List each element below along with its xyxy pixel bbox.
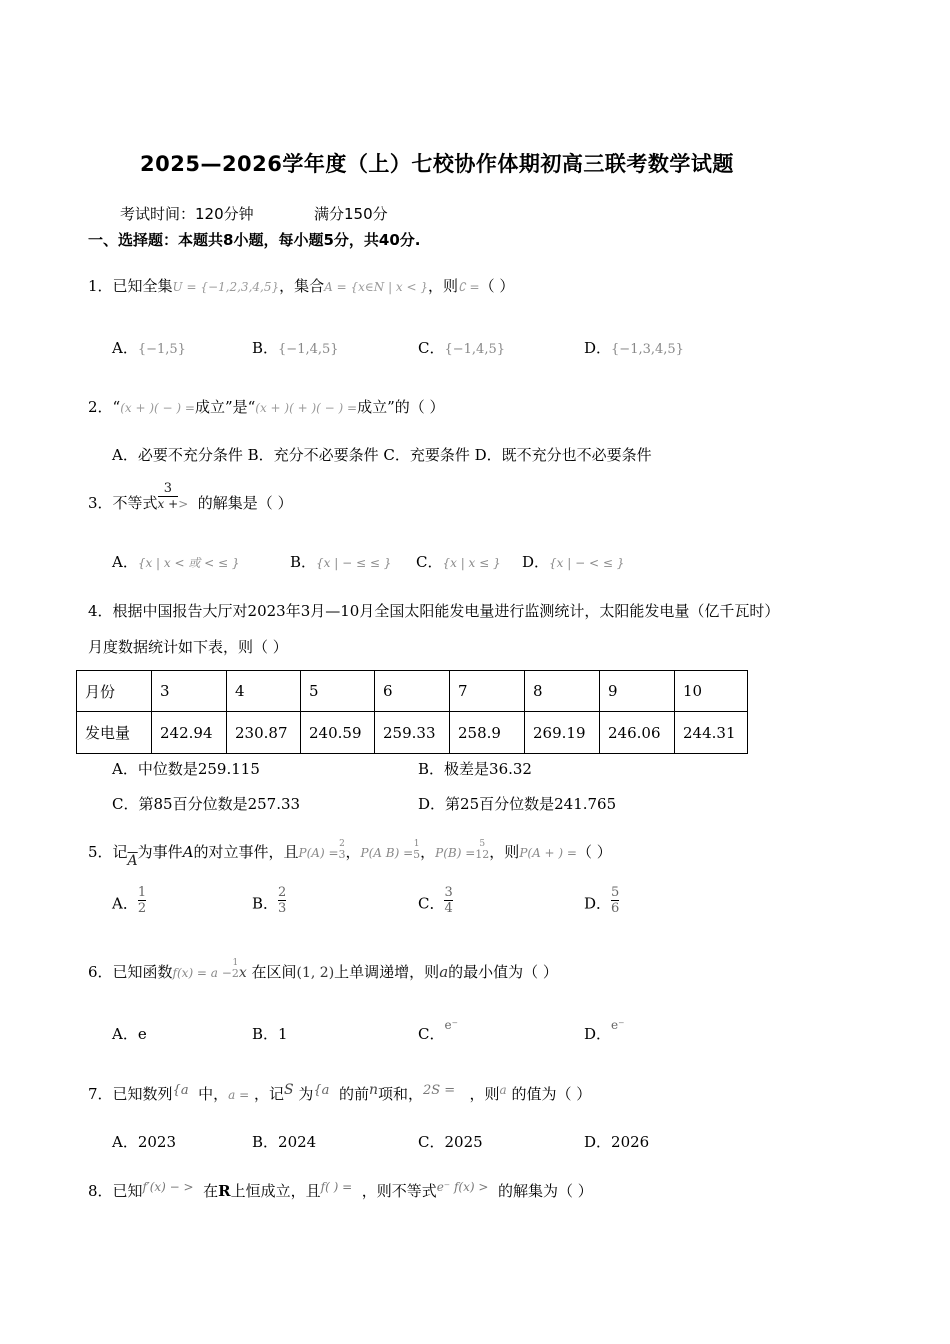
q6-option-d-label: D．: [584, 1025, 612, 1043]
q5-option-d-frac: [611, 885, 619, 916]
q5-stem-d: ，则: [489, 843, 520, 861]
q8-stem-c: 上恒成立，且: [230, 1182, 321, 1200]
q7-option-b: B．2024: [252, 1133, 317, 1151]
q8-stem-e: 的解集为（ ）: [497, 1182, 593, 1200]
q7-stem-d: 为: [298, 1085, 314, 1103]
q5-stem-b: 为事件: [137, 843, 183, 861]
q8-stem: [88, 1181, 593, 1202]
table-cell: 246.06: [600, 712, 675, 754]
q7-s: S: [283, 1082, 294, 1098]
q4-data-table: [76, 670, 748, 754]
table-cell: 9: [600, 671, 675, 712]
q5-stem-a: 5．记: [88, 843, 128, 861]
full-score: 满分150分: [314, 205, 388, 223]
q8-expr-1: f′(x) − >: [142, 1180, 194, 1194]
q5-p3-frac: [475, 839, 489, 861]
q7-seq2: {a: [313, 1083, 330, 1098]
q6-half-den: 2: [231, 967, 239, 980]
q5-option-d-den: 6: [611, 901, 620, 916]
q5-option-c-den: 4: [444, 901, 453, 916]
q6-option-d: [584, 1018, 625, 1045]
q5-p3-den: 12: [475, 848, 490, 861]
q6-half-num: 1: [232, 958, 239, 968]
exam-time: 考试时间：120分钟: [120, 205, 254, 223]
q8-stem-a: 8．已知: [88, 1182, 143, 1200]
q3-option-d-label: D．: [522, 553, 550, 571]
q4-option-b: B．极差是36.32: [418, 760, 532, 778]
q2-stem-b: 成立”是“: [194, 398, 256, 416]
q7-relation: 2S =: [423, 1083, 456, 1098]
q1-set-a: A = {x∈N | x < }: [324, 280, 429, 294]
page-title: 2025—2026学年度（上）七校协作体期初高三联考数学试题: [140, 152, 734, 176]
q4-stem-line1: 4．根据中国报告大厅对2023年3月—10月全国太阳能发电量进行监测统计，太阳能发电量（亿千瓦时）: [88, 602, 780, 620]
q5-option-c: [418, 885, 453, 916]
q7-stem-a: 7．已知数列: [88, 1085, 173, 1103]
q5-p2-num: 1: [413, 839, 420, 849]
q3-option-b-label: B．: [290, 553, 317, 571]
q3-fraction-denominator: x +: [157, 496, 179, 511]
table-row: [77, 712, 748, 754]
q6-option-b: B．1: [252, 1025, 288, 1043]
q1-option-c-label: C．: [418, 339, 445, 357]
q3-option-a-label: A．: [112, 553, 138, 571]
q5-option-b-den: 3: [278, 901, 287, 916]
q5-p4: P(A + ) =: [519, 846, 577, 860]
q1-universal-set: U = {−1,2,3,4,5}: [172, 280, 280, 294]
q7-stem-g: ，则: [469, 1085, 500, 1103]
table-row: [77, 671, 748, 712]
q3-option-b: [290, 552, 391, 573]
q6-a: a: [439, 963, 449, 981]
table-cell: 244.31: [675, 712, 748, 754]
q1-option-b: [252, 338, 339, 360]
q6-stem-c: 上单调递增，则: [334, 963, 440, 981]
q6-option-a: A．e: [112, 1025, 147, 1043]
q7-option-a: A．2023: [112, 1133, 177, 1151]
q1-stem-a: 1．已知全集: [88, 277, 173, 295]
q5-option-b-frac: [278, 885, 286, 916]
q6-stem-a: 6．已知函数: [88, 963, 173, 981]
q5-p3: P(B) =: [435, 846, 476, 860]
q1-option-c-value: {−1,4,5}: [444, 342, 505, 357]
table-cell: 269.19: [525, 712, 600, 754]
table-cell: 259.33: [375, 712, 450, 754]
q5-p2-den: 5: [413, 848, 421, 861]
q3-fraction: [158, 481, 179, 512]
q1-option-d: [584, 338, 684, 360]
q2-expr-2: (x + )( + )( − ) =: [255, 401, 358, 415]
q6-option-c-value: e⁻: [444, 1018, 458, 1032]
q5-option-d-num: 5: [611, 885, 620, 900]
q6-interval: (1, 2): [296, 965, 335, 981]
q1-option-d-value: {−1,3,4,5}: [611, 342, 684, 357]
q7-stem: [88, 1084, 591, 1106]
q7-stem-f: 项和，: [377, 1085, 423, 1103]
q2-expr-1: (x + )( − ) =: [120, 401, 195, 415]
q6-half-frac: [232, 958, 239, 980]
q3-option-c-label: C．: [416, 553, 443, 571]
q5-option-a-den: 2: [137, 901, 147, 916]
table-cell: 6: [375, 671, 450, 712]
q7-stem-e: 的前: [338, 1085, 369, 1103]
q5-option-c-label: C．: [418, 894, 445, 913]
q7-option-c: C．2025: [418, 1133, 483, 1151]
q1-option-a-value: {−1,5}: [137, 342, 186, 357]
q4-stem-line2: 月度数据统计如下表，则（ ）: [88, 638, 288, 656]
q1-option-a-label: A．: [112, 339, 138, 357]
q5-a-bar: $\overline{A}$: [127, 853, 138, 869]
q6-stem-d: 的最小值为（ ）: [448, 963, 558, 981]
q1-option-b-value: {−1,4,5}: [278, 342, 339, 357]
table-cell: 3: [152, 671, 227, 712]
q1-stem-b: ，集合: [279, 277, 325, 295]
q6-option-c-label: C．: [418, 1025, 445, 1043]
q5-paren: （ ）: [576, 843, 612, 861]
q7-stem-b: 中，: [198, 1085, 229, 1103]
table-cell: 240.59: [301, 712, 375, 754]
q4-option-c: C．第85百分位数是257.33: [112, 795, 301, 813]
q2-stem: [88, 397, 445, 418]
q5-comma1: ，: [345, 843, 361, 861]
q7-seq: {a: [172, 1083, 189, 1098]
q5-option-c-frac: [444, 885, 452, 916]
q5-option-a-label: A．: [112, 894, 138, 913]
q3-option-a: [112, 552, 240, 573]
table-cell: 7: [450, 671, 525, 712]
q5-p2: P(A B) =: [360, 846, 414, 860]
q5-a-var: A: [182, 843, 194, 861]
table-cell: 258.9: [450, 712, 525, 754]
q1-option-a: [112, 338, 186, 360]
q5-option-d: [584, 885, 620, 916]
q7-a1: a =: [228, 1088, 250, 1102]
q5-option-c-num: 3: [444, 885, 453, 900]
table-cell: 5: [301, 671, 375, 712]
q3-stem-b: 的解集是（ ）: [197, 494, 293, 512]
q3-option-a-value: {x | x < 或 < ≤ }: [137, 556, 240, 570]
q5-option-a: [112, 885, 147, 916]
table-cell: 8: [525, 671, 600, 712]
q7-option-d: D．2026: [584, 1133, 650, 1151]
section-heading: 一、选择题：本题共8小题，每小题5分，共40分.: [88, 231, 421, 249]
q1-option-c: [418, 338, 505, 360]
q5-option-a-frac: [138, 885, 146, 916]
q5-option-d-label: D．: [584, 894, 612, 913]
q5-stem: [88, 839, 612, 869]
q7-stem-c: ，记: [253, 1085, 284, 1103]
q3-option-c-value: {x | x ≤ }: [442, 556, 501, 570]
q3-fraction-numerator: 3: [163, 480, 172, 496]
q7-an: a: [499, 1083, 507, 1097]
table-row-header: 发电量: [77, 712, 152, 754]
q4-option-d: D．第25百分位数是241.765: [418, 795, 617, 813]
q3-stem-a: 3．不等式: [88, 494, 158, 512]
q6-option-c: [418, 1018, 458, 1045]
q6-stem: [88, 958, 558, 983]
q3-option-b-value: {x | − ≤ ≤ }: [316, 556, 392, 570]
q5-p3-num: 5: [479, 839, 486, 849]
q3-stem: [88, 480, 293, 514]
q5-option-b: [252, 885, 287, 916]
q1-option-d-label: D．: [584, 339, 612, 357]
q8-real-set: R: [218, 1182, 231, 1200]
q5-p1-frac: [339, 839, 346, 861]
q1-stem-c: ，则: [428, 277, 459, 295]
q1-option-b-label: B．: [252, 339, 279, 357]
q6-x: x: [238, 965, 247, 981]
q8-expr-2: f( ) =: [320, 1180, 353, 1194]
q6-f-expr: f(x) = a −: [172, 966, 232, 980]
q5-comma2: ，: [420, 843, 436, 861]
table-cell: 10: [675, 671, 748, 712]
q6-stem-b: 在区间: [251, 963, 297, 981]
q7-stem-h: 的值为（ ）: [511, 1085, 592, 1103]
q6-option-d-value: e⁻: [611, 1018, 625, 1032]
q3-gt: >: [178, 497, 189, 511]
q3-option-d-value: {x | − < ≤ }: [549, 556, 625, 570]
q3-option-d: [522, 552, 624, 573]
q5-p1: P(A) =: [298, 846, 339, 860]
q1-stem: [88, 276, 514, 297]
q1-complement: ∁ =: [458, 280, 480, 294]
q1-paren: （ ）: [479, 277, 515, 295]
q5-option-b-num: 2: [278, 885, 287, 900]
q2-stem-c: 成立”的（ ）: [357, 398, 445, 416]
q5-option-b-label: B．: [252, 894, 279, 913]
q7-n: n: [368, 1082, 378, 1098]
q8-stem-b: 在: [203, 1182, 219, 1200]
q2-options: A．必要不充分条件 B．充分不必要条件 C．充要条件 D．既不充分也不必要条件: [112, 446, 652, 464]
q5-option-a-num: 1: [137, 885, 147, 900]
table-cell: 230.87: [227, 712, 301, 754]
q5-p1-den: 3: [338, 848, 346, 861]
q3-option-c: [416, 552, 501, 573]
q5-p1-num: 2: [339, 839, 345, 849]
table-cell: 242.94: [152, 712, 227, 754]
q8-expr-3: e⁻ f(x) >: [436, 1180, 489, 1194]
table-cell: 4: [227, 671, 301, 712]
table-row-header: 月份: [77, 671, 152, 712]
q4-option-a: A．中位数是259.115: [112, 760, 260, 778]
q2-stem-a: 2．“: [88, 398, 121, 416]
q5-stem-c: 的对立事件，且: [193, 843, 299, 861]
q8-stem-d: ，则不等式: [361, 1182, 437, 1200]
